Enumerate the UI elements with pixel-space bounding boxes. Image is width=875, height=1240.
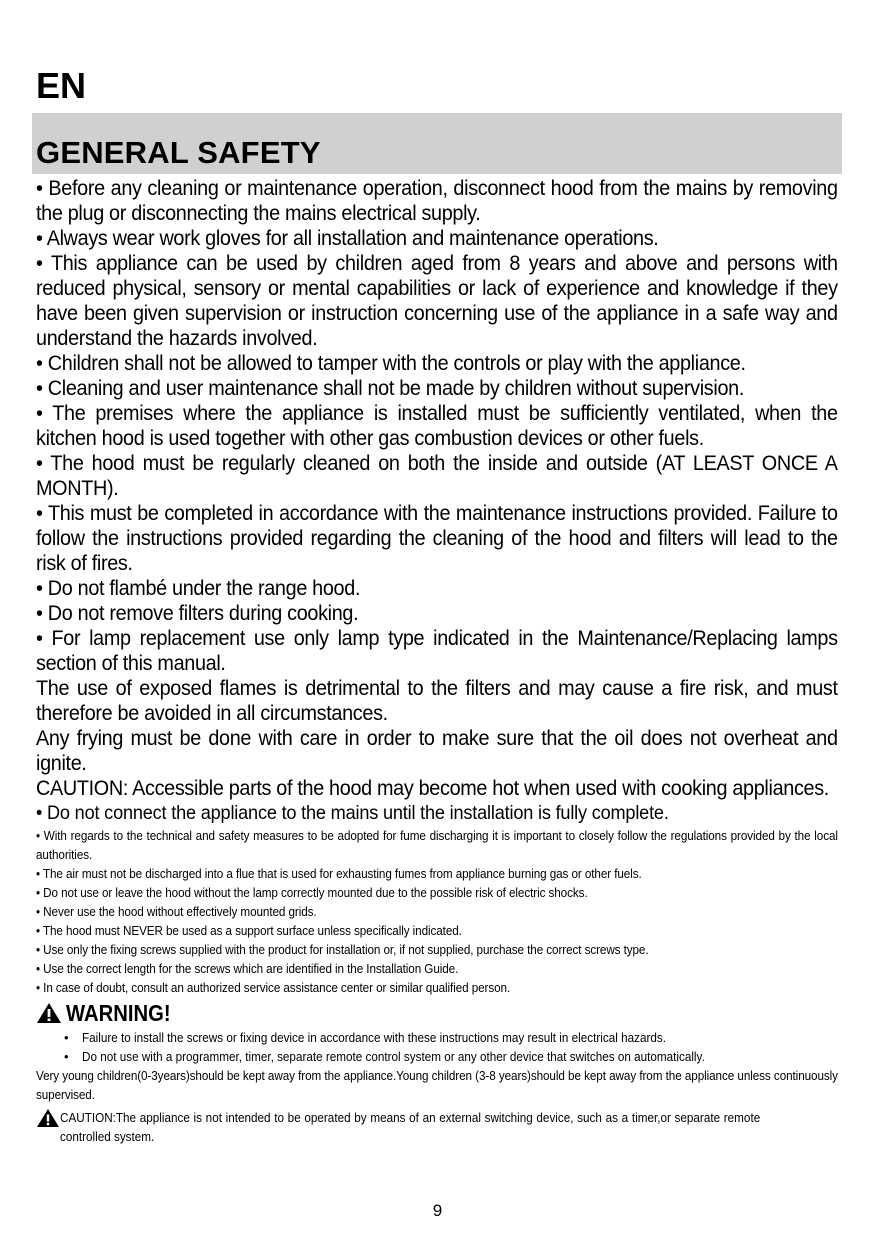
safety-text-body [36, 176, 838, 1146]
safety-note: • Never use the hood without effectively mounted grids. [36, 904, 317, 919]
safety-paragraph: • This appliance can be used by children aged from 8 years and above and persons with reduced physical, sensory or mental capabilities or lack of experience and knowledge if they have been given supervision or instruction concerning use of the appliance in a safe way and understand the hazards involved. [36, 251, 838, 350]
safety-paragraph: Any frying must be done with care in order to make sure that the oil does not overheat and ignite. [36, 726, 838, 775]
safety-note: • With regards to the technical and safety measures to be adopted for fume discharging it is important to closely follow the regulations provided by the local authorities. [36, 828, 838, 862]
safety-note: • Do not use or leave the hood without the lamp correctly mounted due to the possible risk of electric shocks. [36, 885, 588, 900]
safety-note: • The hood must NEVER be used as a support surface unless specifically indicated. [36, 923, 462, 938]
safety-paragraph: • The premises where the appliance is installed must be sufficiently ventilated, when the kitchen hood is used together with other gas combustion devices or other fuels. [36, 401, 838, 450]
children-note: Very young children(0-3years)should be kept away from the appliance.Young children (3-8 years)should be kept away from the appliance unless continuously supervised. [36, 1068, 838, 1102]
warning-item-text: Do not use with a programmer, timer, separate remote control system or any other device that switches on automatically. [82, 1049, 705, 1064]
caution-note [36, 1108, 838, 1146]
section-title: GENERAL SAFETY [36, 135, 321, 170]
safety-paragraph: • Do not connect the appliance to the mains until the installation is fully complete. [36, 802, 669, 824]
safety-paragraph: The use of exposed flames is detrimental to the filters and may cause a fire risk, and must therefore be avoided in all circumstances. [36, 676, 838, 725]
safety-note: • In case of doubt, consult an authorized service assistance center or similar qualified person. [36, 980, 511, 995]
language-code: EN [36, 65, 87, 106]
bullet: • [64, 1030, 69, 1045]
warning-item-text: Failure to install the screws or fixing device in accordance with these instructions may result in electrical hazards. [82, 1030, 666, 1045]
safety-paragraph: • Do not flambé under the range hood. [36, 576, 361, 600]
safety-paragraph: • Before any cleaning or maintenance operation, disconnect hood from the mains by removing the plug or disconnecting the mains electrical supply. [36, 176, 838, 225]
bullet: • [64, 1049, 69, 1064]
warning-item [36, 1028, 838, 1047]
safety-paragraph: • This must be completed in accordance with the maintenance instructions provided. Failure to follow the instructions provided regarding the cleaning of the hood and filters will lead to the risk of fires. [36, 501, 838, 575]
safety-paragraph: • Cleaning and user maintenance shall not be made by children without supervision. [36, 376, 745, 400]
safety-paragraph: • Children shall not be allowed to tamper with the controls or play with the appliance. [36, 351, 746, 375]
safety-paragraph: • Do not remove filters during cooking. [36, 601, 359, 625]
safety-paragraph: • For lamp replacement use only lamp type indicated in the Maintenance/Replacing lamps section of this manual. [36, 626, 838, 675]
caution-text: CAUTION:The appliance is not intended to be operated by means of an external switching device, such as a timer,or separate remote controlled system. [60, 1110, 761, 1144]
page-number: 9 [432, 1201, 443, 1220]
safety-note: • Use the correct length for the screws which are identified in the Installation Guide. [36, 961, 459, 976]
safety-note: • The air must not be discharged into a flue that is used for exhausting fumes from appliance burning gas or other fuels. [36, 866, 642, 881]
warning-title: WARNING! [66, 1000, 171, 1026]
warning-heading [36, 998, 838, 1028]
warning-triangle-icon [36, 1108, 60, 1128]
safety-paragraph: • The hood must be regularly cleaned on both the inside and outside (AT LEAST ONCE A MONTH). [36, 451, 838, 500]
safety-paragraph: CAUTION: Accessible parts of the hood may become hot when used with cooking appliances. [36, 776, 829, 800]
warning-triangle-icon [36, 1002, 62, 1024]
warning-item [36, 1047, 838, 1066]
safety-paragraph: • Always wear work gloves for all installation and maintenance operations. [36, 226, 659, 250]
safety-note: • Use only the fixing screws supplied with the product for installation or, if not supplied, purchase the correct screws type. [36, 942, 649, 957]
